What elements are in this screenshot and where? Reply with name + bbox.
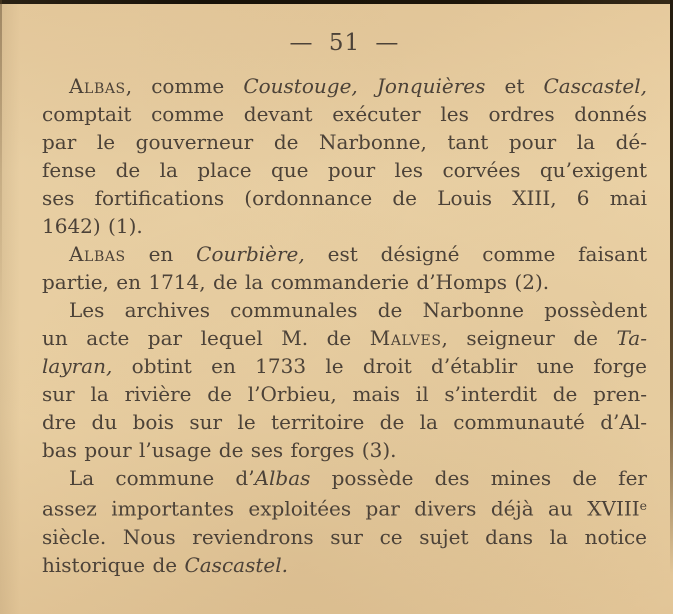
text: bas pour l’usage de ses forges (3). [42, 438, 397, 462]
text: un acte par lequel M. de [42, 326, 370, 350]
text: assez importantes exploitées par divers déjà au XVIII [42, 496, 640, 521]
italic-text: Cascastel. [184, 552, 288, 577]
page-number: — 51 — [289, 30, 400, 56]
text-line [42, 268, 647, 296]
smallcaps-text: Malves [369, 326, 442, 350]
text: est désigné comme faisant [304, 242, 647, 266]
italic-text: Coustouge, Jonquières [243, 74, 486, 98]
smallcaps-text: Albas [69, 74, 126, 98]
text-line [42, 72, 647, 100]
text: Les archives communales de Narbonne possèdent [69, 298, 647, 322]
text-line [42, 352, 647, 380]
text-line [42, 100, 647, 128]
italic-text: Courbière, [196, 242, 305, 266]
italic-text: Cascastel, [543, 74, 647, 98]
italic-text: Ta- [616, 326, 647, 350]
superscript-text: e [639, 498, 647, 513]
text-line [42, 408, 647, 436]
text-line [42, 436, 647, 464]
text: La commune d’ [69, 466, 255, 490]
italic-text: Albas [254, 466, 311, 490]
paragraph [42, 296, 647, 464]
text-line [42, 184, 647, 212]
text: , seigneur de [441, 326, 617, 350]
text: , comme [125, 74, 244, 98]
text: fense de la place que pour les corvées qu’exigent [42, 158, 647, 182]
scan-edge-left [0, 0, 2, 320]
text-line [42, 240, 647, 268]
text: siècle. Nous reviendrons sur ce sujet dans la notice [42, 524, 647, 549]
text-line [42, 296, 647, 324]
page-text [42, 72, 647, 579]
text-line [42, 128, 647, 156]
text: partie, en 1714, de la commanderie d’Homps (2). [42, 270, 550, 294]
text: 1642) (1). [42, 214, 143, 238]
text-line [42, 551, 647, 579]
paragraph [42, 72, 647, 240]
text-line [42, 156, 647, 184]
text-line [42, 464, 647, 492]
smallcaps-text: Albas [69, 242, 126, 266]
text-line [42, 492, 647, 523]
paragraph [42, 464, 647, 579]
text: comptait comme devant exécuter les ordres donnés [42, 102, 647, 126]
text: en [125, 242, 197, 266]
text: historique de [42, 552, 185, 577]
text: sur la rivière de l’Orbieu, mais il s’interdit de pren- [42, 382, 647, 406]
text: dre du bois sur le territoire de la communauté d’Al- [42, 410, 647, 434]
paragraph [42, 240, 647, 296]
scan-edge-top [0, 0, 673, 4]
text-line [42, 380, 647, 408]
text: et [485, 74, 544, 98]
text-line [42, 212, 647, 240]
text-line [42, 523, 647, 551]
text: obtint en 1733 le droit d’établir une forge [112, 354, 647, 378]
text: ses fortifications (ordonnance de Louis XIII, 6 mai [42, 186, 647, 210]
text: possède des mines de fer [310, 466, 647, 490]
text: par le gouverneur de Narbonne, tant pour la dé- [42, 130, 647, 154]
italic-text: layran, [42, 354, 113, 378]
text-line [42, 324, 647, 352]
